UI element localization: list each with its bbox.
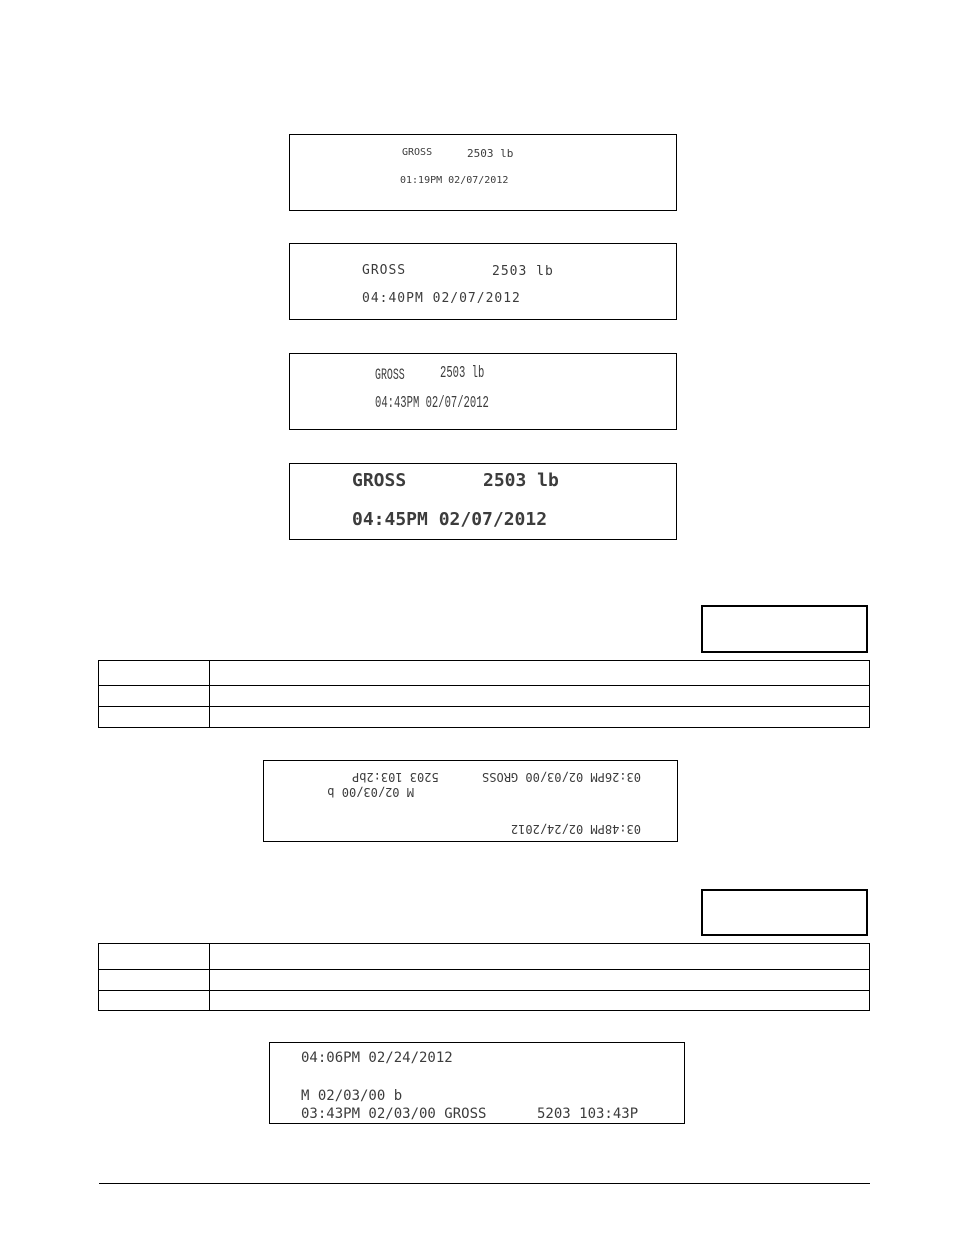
sample-4-timestamp: 04:45PM 02/07/2012 (352, 509, 548, 530)
print-sample-1 (289, 134, 677, 211)
inverted-line-1: 03:26PM 02/03/00 GROSS 5203 103:2bP (352, 770, 641, 784)
inverted-line-2: M 02/03/00 b (327, 785, 414, 799)
sample-3-timestamp: 04:43PM 02/07/2012 (375, 394, 489, 413)
normal-line-2: M 02/03/00 b (301, 1088, 403, 1104)
settings-table-1 (98, 660, 870, 728)
table-cell (99, 970, 210, 991)
setting-box-1 (701, 605, 868, 653)
table-row (99, 970, 870, 991)
table-cell (99, 661, 210, 686)
normal-print-sample (269, 1042, 685, 1124)
inverted-print-sample (263, 760, 678, 842)
print-sample-4 (289, 463, 677, 540)
table-cell (210, 686, 870, 707)
table-row (99, 707, 870, 728)
table-cell (99, 991, 210, 1011)
inverted-line-3: 03:48PM 02/24/2012 (510, 822, 641, 836)
sample-1-timestamp: 01:19PM 02/07/2012 (400, 175, 509, 186)
print-sample-3 (289, 353, 677, 430)
inverted-print-content (264, 761, 677, 841)
table-cell (210, 661, 870, 686)
sample-2-timestamp: 04:40PM 02/07/2012 (362, 291, 521, 306)
sample-4-gross-value: 2503 lb (483, 470, 559, 491)
table-row (99, 661, 870, 686)
table-cell (210, 707, 870, 728)
table-cell (210, 944, 870, 970)
table-cell (99, 686, 210, 707)
table-cell (210, 970, 870, 991)
sample-3-gross-label: GROSS (375, 366, 405, 384)
sample-1-gross-value: 2503 lb (467, 147, 514, 160)
setting-box-2 (701, 889, 868, 936)
settings-table-2 (98, 943, 870, 1011)
sample-2-gross-value: 2503 lb (492, 264, 554, 279)
sample-1-gross-label: GROSS (402, 147, 433, 158)
normal-line-3: 03:43PM 02/03/00 GROSS 5203 103:43P (301, 1106, 639, 1122)
print-sample-2 (289, 243, 677, 320)
table-cell (99, 944, 210, 970)
table-row (99, 991, 870, 1011)
sample-2-gross-label: GROSS (362, 263, 407, 278)
sample-3-gross-value: 2503 lb (440, 364, 485, 383)
footer-rule (99, 1183, 870, 1184)
sample-4-gross-label: GROSS (352, 470, 407, 491)
table-cell (210, 991, 870, 1011)
table-row (99, 944, 870, 970)
table-row (99, 686, 870, 707)
table-cell (99, 707, 210, 728)
normal-line-1: 04:06PM 02/24/2012 (301, 1050, 453, 1066)
